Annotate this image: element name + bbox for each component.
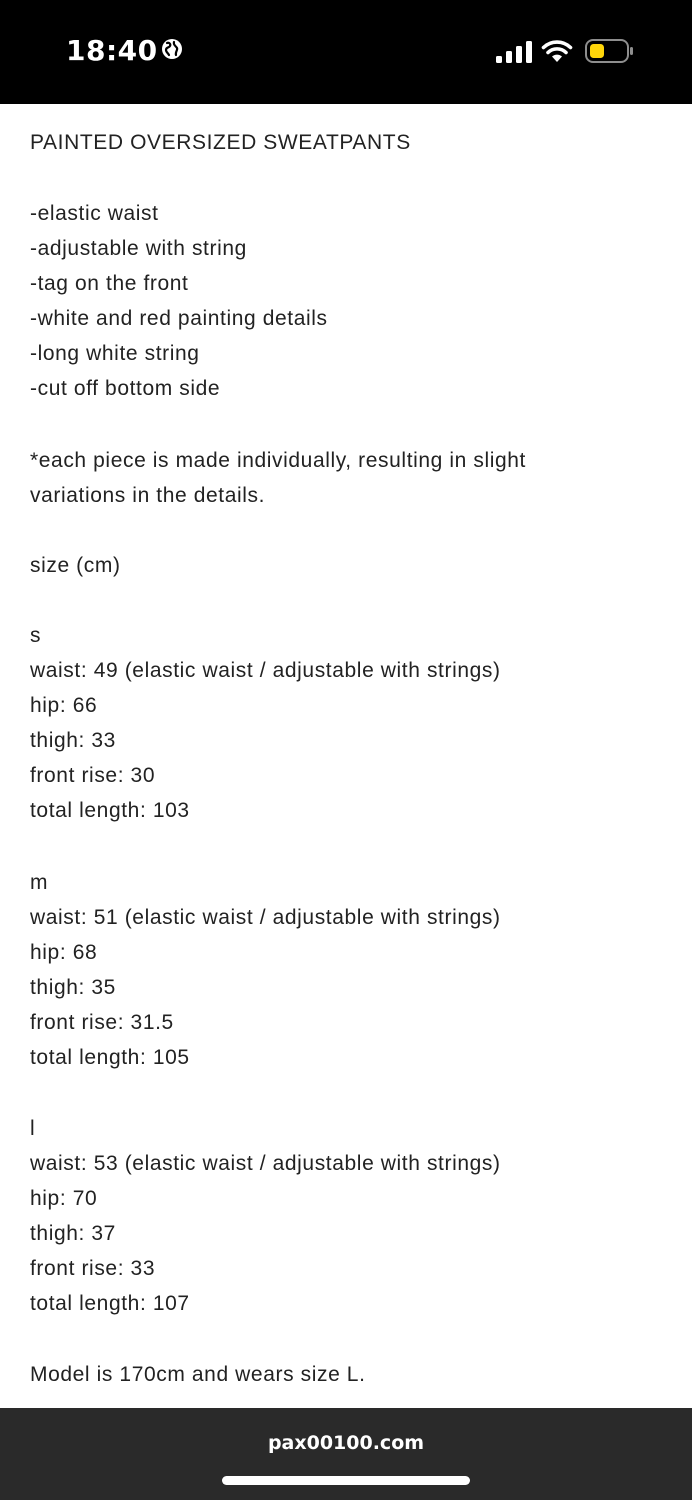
size-l-thigh: thigh: 37	[30, 1222, 116, 1245]
feature-item: -white and red painting details	[30, 307, 328, 330]
product-title: PAINTED OVERSIZED SWEATPANTS	[30, 131, 411, 154]
size-l-hip: hip: 70	[30, 1187, 98, 1210]
status-time: 18:40	[66, 34, 158, 67]
size-s-thigh: thigh: 33	[30, 729, 116, 752]
product-description	[0, 104, 692, 1408]
size-l-total-length: total length: 107	[30, 1292, 190, 1315]
size-m-thigh: thigh: 35	[30, 976, 116, 999]
feature-item: -tag on the front	[30, 272, 189, 295]
size-s-total-length: total length: 103	[30, 799, 190, 822]
browser-address-bar[interactable]	[0, 1408, 692, 1500]
handmade-note: *each piece is made individually, resulting in slight	[30, 449, 526, 472]
status-bar	[0, 0, 692, 104]
home-indicator[interactable]	[222, 1476, 470, 1485]
feature-item: -long white string	[30, 342, 200, 365]
size-l-waist: waist: 53 (elastic waist / adjustable with strings)	[30, 1152, 501, 1175]
wifi-icon	[541, 38, 573, 64]
feature-item: -cut off bottom side	[30, 377, 221, 400]
size-s-front-rise: front rise: 30	[30, 764, 156, 787]
feature-item: -adjustable with string	[30, 237, 247, 260]
size-m-front-rise: front rise: 31.5	[30, 1011, 174, 1034]
address-url[interactable]: pax00100.com	[267, 1432, 425, 1454]
handmade-note: variations in the details.	[30, 484, 266, 507]
size-label-m: m	[30, 871, 49, 894]
battery-icon	[585, 38, 635, 64]
size-s-hip: hip: 66	[30, 694, 98, 717]
size-m-hip: hip: 68	[30, 941, 98, 964]
model-size-note: Model is 170cm and wears size L.	[30, 1363, 366, 1386]
cellular-signal-icon	[496, 41, 532, 63]
size-l-front-rise: front rise: 33	[30, 1257, 156, 1280]
size-s-waist: waist: 49 (elastic waist / adjustable with strings)	[30, 659, 501, 682]
size-label-s: s	[30, 624, 42, 647]
globe-icon	[161, 38, 183, 60]
size-m-waist: waist: 51 (elastic waist / adjustable with strings)	[30, 906, 501, 929]
feature-item: -elastic waist	[30, 202, 159, 225]
size-m-total-length: total length: 105	[30, 1046, 190, 1069]
size-label-l: l	[30, 1117, 36, 1140]
size-heading: size (cm)	[30, 554, 121, 577]
